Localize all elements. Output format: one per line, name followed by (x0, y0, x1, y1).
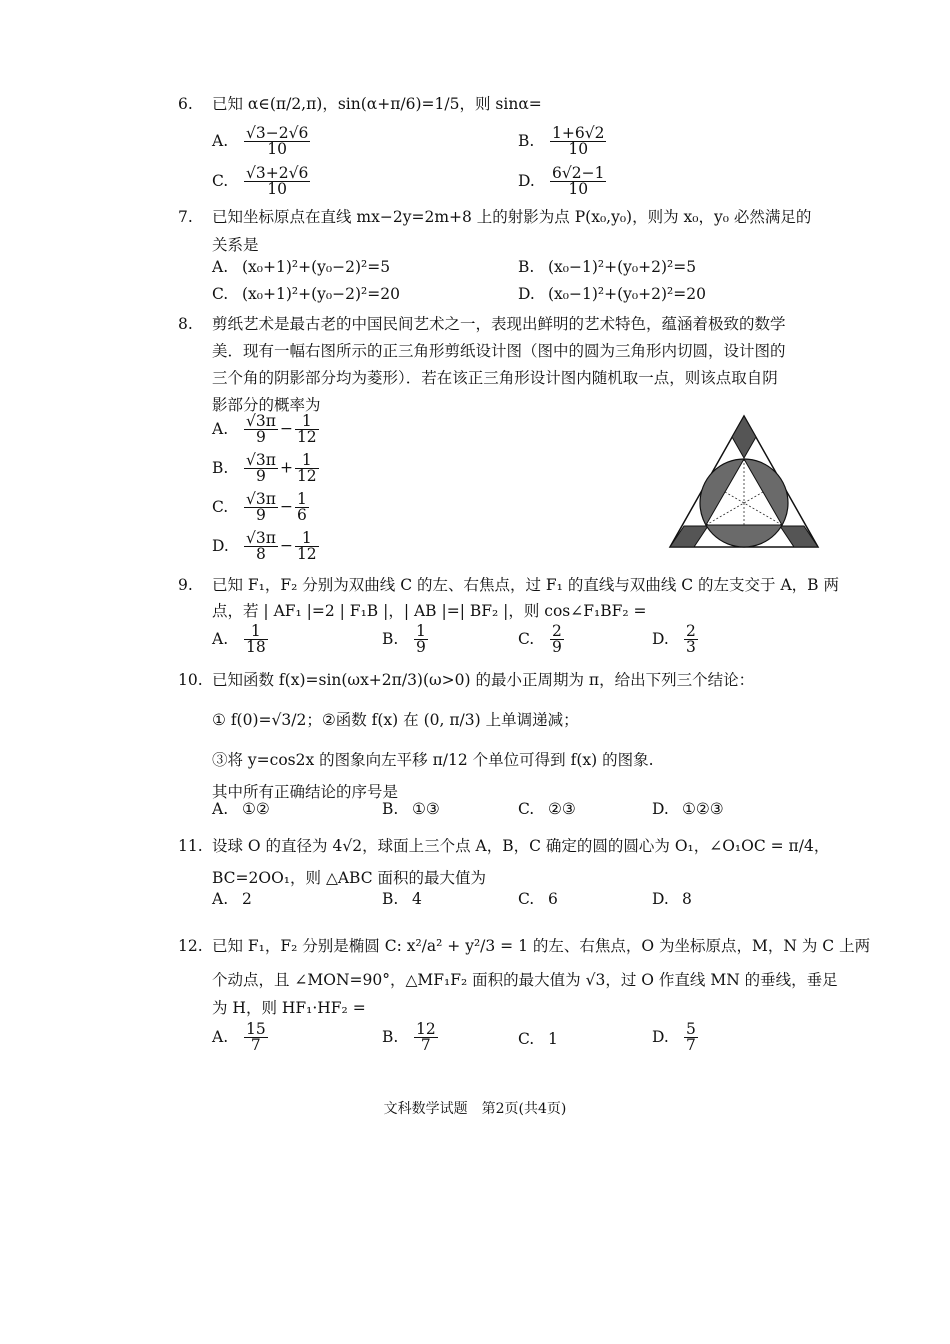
question-number: 10. (178, 671, 203, 689)
question-number: 12. (178, 937, 203, 955)
top-rhombus (732, 416, 756, 458)
option-b: B. (x₀−1)²+(y₀+2)²=5 (518, 258, 697, 276)
option-b: B. ①③ (382, 800, 440, 818)
option-d: D. 8 (652, 890, 692, 908)
option-b: B. $\frac{12}{7}$ (382, 1020, 436, 1054)
question-number: 8. (178, 315, 193, 333)
question-stem: 已知 α∈(π/2,π)，sin(α+π/6)=1/5，则 sinα= (212, 95, 542, 113)
option-a: A. $\frac{√3\pi}{9}$ − $\frac{1}{12}$ (212, 412, 317, 446)
option-a: A. $\frac{1}{18}$ (212, 622, 266, 656)
option-c: C. $\frac{2}{9}$ (518, 622, 562, 656)
option-a: A. (x₀+1)²+(y₀−2)²=5 (212, 258, 391, 276)
question-number: 11. (178, 837, 203, 855)
option-d: D. $\frac{6√2-1}{10}$ (518, 164, 605, 198)
option-c: C. $\frac{√3\pi}{9}$ − $\frac{1}{6}$ (212, 490, 307, 524)
option-c: C. $\frac{√3+2√6}{10}$ (212, 164, 309, 198)
option-b: B. $\frac{1+6√2}{10}$ (518, 124, 605, 158)
option-c: C. (x₀+1)²+(y₀−2)²=20 (212, 285, 400, 303)
option-d: D. $\frac{√3\pi}{8}$ − $\frac{1}{12}$ (212, 529, 317, 563)
option-d: D. (x₀−1)²+(y₀+2)²=20 (518, 285, 706, 303)
option-b: B. $\frac{√3\pi}{9}$ + $\frac{1}{12}$ (212, 451, 317, 485)
option-d: D. $\frac{5}{7}$ (652, 1020, 696, 1054)
option-c: C. 6 (518, 890, 558, 908)
option-a: A. $\frac{√3-2√6}{10}$ (212, 124, 309, 158)
question-number: 7. (178, 208, 193, 226)
option-a: A. 2 (212, 890, 252, 908)
question-stem: 已知坐标原点在直线 mx−2y=2m+8 上的射影为点 P(x₀,y₀)，则为 x₀，y₀ 必然满足的 (212, 208, 812, 226)
page-footer: 文科数学试题 第2页(共4页) (383, 1101, 567, 1117)
option-a: A. $\frac{15}{7}$ (212, 1020, 266, 1054)
exam-page: 6. 已知 α∈(π/2,π)，sin(α+π/6)=1/5，则 sinα= A. $\frac{√3-2√6}{10}$ B. $\frac{1+6√2}{10}$ C. $\frac{√3+2√6}{10}$ D. $\frac{6√2-1}{10}$ 7. 已知坐标原点在直线 mx−2y=2m+8 上的射影为点 P(x₀,y₀)，则为 x₀，y₀ 必然满足的 关系是 A. (x₀+1)²+(y₀−2)²=5 B. (x₀−1)²+(y₀+2)²=5 C. (x₀+1)²+(y₀−2)²=20 D. (x₀−1)²+(y₀+2)²=20 8. 剪纸艺术是最古老的中国民间艺术之一，表现出鲜明的艺术特色，蕴涵着极致的数学 美．现有一幅右图所示的正三角形剪纸设计图（图中的圆为三角形内切圆，设计图的 三个角的阴影部分均为菱形）．若在该正三角形设计图内随机取一点，则该点取自阴 影部分的概率为 A. $\frac{√3\pi}{9}$ − $\frac{1}{12}$ B. $\frac{√3\pi}{9}$ + $\frac{1}{12}$ C. $\frac{√3\pi}{9}$ − $\frac{1}{6}$ D. $\frac{√3\pi}{8}$ − $\frac{1}{12}$ 9. 已知 F₁，F₂ 分别为双曲线 C 的左、右焦点，过 F₁ 的直线与双曲线 C 的左支交于 A，B 两 点，若 | AF₁ |=2 | F₁B |，| AB |=| BF₂ |，则 cos∠F₁BF₂ = A. $\frac{1}{18}$ B. $\frac{1}{9}$ C. $\frac{2}{9}$ D. $\frac{2}{3}$ 10. 已知函数 f(x)=sin(ωx+2π/3)(ω>0) 的最小正周期为 π，给出下列三个结论： ① f(0)=√3/2；②函数 f(x) 在 (0, π/3) 上单调递减； ③将 y=cos2x 的图象向左平移 π/12 个单位可得到 f(x) 的图象. 其中所有正确结论的序号是 A. ①② B. ①③ C. ②③ D. ①②③ 11. 设球 O 的直径为 4√2，球面上三个点 A，B，C 确定的圆的圆心为 O₁，∠O₁OC = π/4， BC=2OO₁，则 △ABC 面积的最大值为 A. 2 B. 4 C. 6 D. 8 12. 已知 F₁，F₂ 分别是椭圆 C: x²/a² + y²/3 = 1 的左、右焦点，O 为坐标原点，M，N 为 C 上两 个动点，且 ∠MON=90°，△MF₁F₂ 面积的最大值为 √3，过 O 作直线 MN 的垂线，垂足 为 H，则 HF₁·HF₂ = A. $\frac{15}{7}$ B. $\frac{12}{7}$ C. 1 D. $\frac{5}{7}$ 文科数学试题 第2页(共4页) (0, 0, 950, 1344)
option-d: D. ①②③ (652, 800, 724, 818)
option-d: D. $\frac{2}{3}$ (652, 622, 696, 656)
option-b: B. 4 (382, 890, 422, 908)
option-b: B. $\frac{1}{9}$ (382, 622, 426, 656)
option-c: C. ②③ (518, 800, 576, 818)
option-c: C. 1 (518, 1030, 558, 1048)
question-number: 9. (178, 576, 193, 594)
triangle-papercut-figure (668, 414, 820, 550)
option-a: A. ①② (212, 800, 270, 818)
question-number: 6. (178, 95, 193, 113)
